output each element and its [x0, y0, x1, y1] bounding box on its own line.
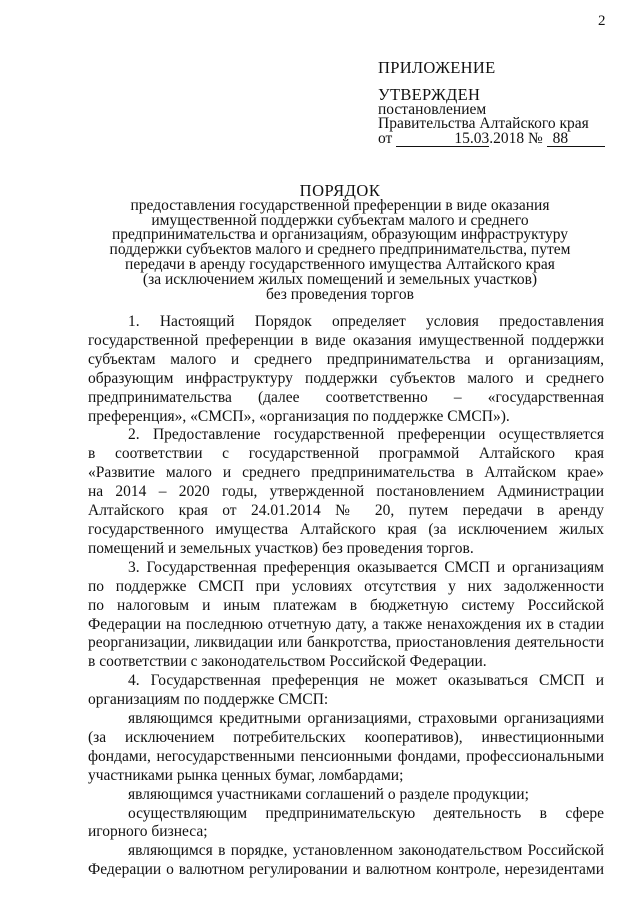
- paragraph-line: Алтайского края от 24.01.2014 № 20, путем передачи в аренду: [88, 502, 604, 520]
- from-label: от: [378, 129, 393, 147]
- paragraph-line: 2. Предоставление государственной преференции осуществляется: [128, 426, 604, 444]
- paragraph-line: преференция», «СМСП», «организация по поддержке СМСП»).: [88, 407, 510, 425]
- page-number: 2: [598, 13, 606, 29]
- paragraph-line: осуществляющим предпринимательскую деятельность в сфере: [128, 804, 604, 822]
- title-line: без проведения торгов: [266, 285, 414, 303]
- title-line: предоставления государственной преференции в виде оказания: [130, 196, 550, 214]
- document-title: [60, 181, 620, 303]
- approval-date-line: [378, 129, 605, 148]
- paragraph-line: 4. Государственная преференция не может оказываться СМСП и: [128, 672, 604, 690]
- title-line: имущественной поддержки субъектам малого и среднего: [151, 211, 529, 229]
- title-line: поддержки субъектов малого и среднего предпринимательства, путем: [109, 241, 571, 259]
- paragraph-line: (за исключением потребительских кооперативов), инвестиционными: [88, 728, 604, 746]
- paragraph-line: субъектам малого и среднего предпринимательства и организациям,: [88, 350, 604, 368]
- paragraph-line: являющимся в порядке, установленном законодательством Российской: [128, 842, 604, 860]
- paragraph-line: реорганизации, ликвидации или банкротства, приостановления деятельности: [88, 634, 604, 652]
- paragraph-line: являющимся кредитными организациями, страховыми организациями: [128, 710, 604, 728]
- paragraph-line: по налоговым и иным платежам в бюджетную систему Российской: [88, 596, 604, 614]
- paragraph-line: организациям по поддержке СМСП:: [88, 691, 329, 709]
- paragraph-line: государственной преференции в виде оказания имущественной поддержки: [88, 331, 604, 349]
- paragraph-line: Федерации о валютном регулировании и валютном контроле, нерезидентами: [88, 861, 604, 879]
- approved-by-line-1: постановлением: [378, 100, 487, 118]
- approval-year-number-label: .2018 №: [489, 129, 543, 147]
- title-line: передачи в аренду государственного имущества Алтайского края: [125, 255, 555, 273]
- paragraph-line: «Развитие малого и среднего предпринимательства в Алтайском крае»: [88, 464, 604, 482]
- paragraph-line: в соответствии с государственной программой Алтайского края: [88, 445, 604, 463]
- paragraph-line: по поддержке СМСП при условиях отсутствия у них задолженности: [88, 577, 604, 595]
- paragraph-line: образующим инфраструктуру поддержки субъектов малого и среднего: [88, 369, 604, 387]
- paragraph-line: фондами, негосударственными пенсионными фондами, профессиональными: [88, 747, 604, 765]
- paragraph-line: 1. Настоящий Порядок определяет условия предоставления: [128, 313, 604, 330]
- paragraph-line: на 2014 – 2020 годы, утвержденной постановлением Администрации: [88, 483, 604, 501]
- document-body: [88, 313, 604, 880]
- paragraph-line: предпринимательства (далее соответственно – «государственная: [88, 388, 604, 406]
- approval-number: 88: [547, 132, 605, 148]
- paragraph-line: 3. Государственная преференция оказывается СМСП и организациям: [128, 558, 604, 576]
- title-heading: ПОРЯДОК: [299, 181, 381, 200]
- paragraph-line: игорного бизнеса;: [88, 823, 208, 841]
- appendix-label: ПРИЛОЖЕНИЕ: [378, 58, 496, 77]
- paragraph-line: помещений и земельных участков) без проведения торгов.: [88, 539, 474, 557]
- paragraph-line: являющимся участниками соглашений о разделе продукции;: [128, 785, 529, 803]
- paragraph-line: участниками рынка ценных бумаг, ломбардами;: [88, 766, 404, 784]
- approved-label: УТВЕРЖДЕН: [378, 85, 481, 104]
- paragraph-line: государственного имущества Алтайского края (за исключением жилых: [88, 520, 604, 538]
- paragraph-line: в соответствии с законодательством Российской Федерации.: [88, 653, 487, 671]
- approved-by-line-2: Правительства Алтайского края: [378, 115, 589, 132]
- approval-date: 15.03: [396, 132, 489, 148]
- paragraph-line: Федерации на последнюю отчетную дату, а также ненахождения их в стадии: [88, 615, 604, 633]
- title-line: предпринимательства и организациям, образующим инфраструктуру: [111, 226, 569, 244]
- approval-block: [378, 85, 605, 147]
- title-line: (за исключением жилых помещений и земельных участков): [142, 270, 538, 288]
